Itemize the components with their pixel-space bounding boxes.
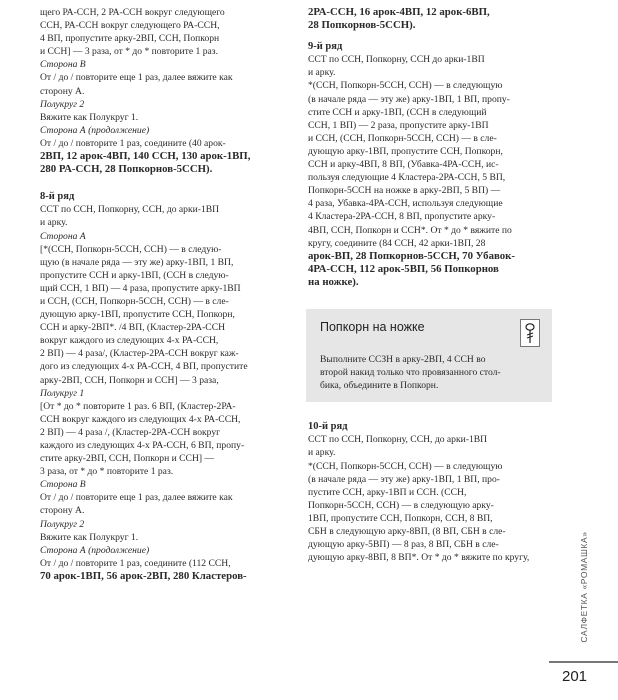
text-line: СБН в следующую арку-8ВП, (8 ВП, СБН в сле- — [308, 526, 506, 537]
summary-line: на ножке). — [308, 275, 359, 288]
text-line: 4ВП, ССН, Попкорн и ССН*. От * до * вяжите по — [308, 224, 512, 236]
text-line: Вяжите как Полукруг 1. — [40, 111, 139, 123]
text-line: дого из следующих 4-х РА-ССН, 4 ВП, пропустите — [40, 361, 248, 373]
row-heading: 8-й ряд — [40, 191, 75, 203]
text-line: дующую арку-8ВП, 8 ВП*. От * до * вяжите по кругу, — [308, 552, 530, 564]
text-line: дующую арку-5ВП) — 8 раз, 8 ВП, СБН в сле- — [308, 539, 499, 551]
text-line: От / до / повторите 1 раз, соедините (112 ССН, — [40, 557, 231, 569]
info-box-line: второй накид только что провязанного стол- — [320, 367, 501, 379]
summary-line: 4РА-ССН, 112 арок-5ВП, 56 Попкорнов — [308, 262, 499, 275]
text-line: кругу, соедините (84 ССН, 42 арки-1ВП, 28 — [308, 237, 486, 249]
subheading: Полукруг 1 — [40, 387, 85, 399]
text-line: ССН, РА-ССН вокруг следующего РА-ССН, — [40, 20, 220, 32]
text-line: 4 раза, Убавка-4РА-ССН, используя следующие — [308, 198, 503, 210]
text-line: щего РА-ССН, 2 РА-ССН вокруг следующего — [40, 7, 225, 18]
text-line: стите арку-2ВП, ССН, Попкорн и ССН] — — [40, 453, 215, 465]
text-line: (в начале ряда — эту же) арку-1ВП, 1 ВП, про- — [308, 473, 500, 485]
text-line: щую (в начале ряда — эту же) арку-1ВП, 1 ВП, — [40, 256, 234, 268]
summary-line: 28 Попкорнов-5ССН). — [308, 19, 416, 32]
text-line: 1ВП, пропустите ССН, Попкорн, ССН, 8 ВП, — [308, 512, 493, 524]
row-heading: 9-й ряд — [308, 41, 343, 53]
text-line: сторону А. — [40, 85, 85, 97]
text-line: дующую арку-1ВП, пропустите ССН, Попкорн, — [308, 145, 503, 157]
subheading: Сторона А — [40, 230, 86, 242]
text-line: От / до / повторите еще 1 раз, далее вяжите как — [40, 492, 233, 504]
text-line: [От * до * повторите 1 раз. 6 ВП, (Кластер-2РА- — [40, 400, 236, 412]
text-line: и ССН] — 3 раза, от * до * повторите 1 раз. — [40, 46, 218, 58]
text-line: ССН и арку-2ВП*. /4 ВП, (Кластер-2РА-ССН — [40, 322, 226, 334]
sidebar-running-title — [578, 520, 590, 654]
subheading: Полукруг 2 — [40, 518, 85, 530]
info-box-line: Выполните ССЗН в арку-2ВП, 4 ССН во — [320, 353, 486, 365]
text-line: стите ССН и арку-1ВП, (ССН в следующий — [308, 106, 487, 118]
summary-line: 2РА-ССН, 16 арок-4ВП, 12 арок-6ВП, — [308, 6, 490, 18]
text-line: пользуя следующие 4 Кластера-2РА-ССН, 5 ВП, — [308, 172, 506, 184]
text-line: 4 ВП, пропустите арку-2ВП, ССН, Попкорн — [40, 33, 220, 45]
summary-line: 280 РА-ССН, 28 Попкорнов-5ССН). — [40, 163, 213, 176]
info-box-line: бика, объедините в Попкорн. — [320, 380, 439, 392]
summary-line: арок-ВП, 28 Попкорнов-5ССН, 70 Убавок- — [308, 249, 515, 262]
right-column — [308, 6, 554, 564]
text-line: арку-2ВП, ССН, Попкорн и ССН] — 3 раза, — [40, 374, 219, 386]
row-heading: 10-й ряд — [308, 421, 348, 433]
text-line: и ССН, (ССН, Попкорн-5ССН, ССН) — в сле- — [308, 132, 497, 144]
left-column — [40, 6, 292, 583]
text-line: и арку. — [308, 447, 336, 459]
text-line: ССТ по ССН, Попкорну, ССН до арки-1ВП — [308, 54, 485, 66]
page-number: 201 — [562, 668, 588, 685]
stitch-symbol-icon — [520, 319, 540, 347]
text-line: и ССН, (ССН, Попкорн-5ССН, ССН) — в сле- — [40, 295, 229, 307]
text-line: ССН, 1 ВП) — 2 раза, пропустите арку-1ВП — [308, 119, 489, 131]
text-line: От / до / повторите 1 раз, соедините (40 арок- — [40, 137, 226, 149]
text-line: щий ССН, 1 ВП) — 4 раза, пропустите арку-1ВП — [40, 282, 241, 294]
text-line: пропустите ССН и арку-1ВП, (ССН в следую- — [40, 269, 229, 281]
text-line: 2 ВП) — 4 раза/, (Кластер-2РА-ССН вокруг каж- — [40, 348, 239, 360]
sidebar-text: САЛФЕТКА «РОМАШКА» — [579, 531, 589, 643]
summary-line: 70 арок-1ВП, 56 арок-2ВП, 280 Кластеров- — [40, 569, 247, 582]
text-line: каждого из следующих 4-х РА-ССН, 6 ВП, пропу- — [40, 440, 245, 451]
subheading: Сторона А (продолжение) — [40, 124, 150, 136]
text-line: (в начале ряда — эту же) арку-1ВП, 1 ВП, пропу- — [308, 93, 510, 105]
text-line: 3 раза, от * до * повторите 1 раз. — [40, 466, 174, 478]
text-line: вокруг каждого из следующих 4-х РА-ССН, — [40, 335, 219, 347]
text-line: сторону А. — [40, 505, 85, 517]
text-line: Вяжите как Полукруг 1. — [40, 531, 139, 543]
text-line: [*(ССН, Попкорн-5ССН, ССН) — в следую- — [40, 243, 222, 255]
footer-rule — [549, 661, 618, 663]
text-line: ССН вокруг каждого из следующих 4-х РА-ССН, — [40, 413, 241, 425]
text-line: Попкорн-5ССН на ножке в арку-2ВП, 5 ВП) — — [308, 185, 501, 197]
text-line: и арку. — [40, 217, 68, 229]
text-line: Попкорн-5ССН, ССН) — в следующую арку- — [308, 499, 494, 511]
text-line: *(ССН, Попкорн-5ССН, ССН) — в следующую — [308, 460, 503, 472]
text-line: От / до / повторите еще 1 раз, далее вяжите как — [40, 72, 233, 84]
subheading: Сторона А (продолжение) — [40, 544, 150, 556]
text-line: ССН и арку-4ВП, 8 ВП, (Убавка-4РА-ССН, ис- — [308, 159, 499, 171]
info-box — [306, 309, 552, 402]
text-line: и арку. — [308, 67, 336, 79]
text-line: ССТ по ССН, Попкорну, ССН, до арки-1ВП — [40, 204, 220, 216]
text-line: пустите ССН, арку-1ВП и ССН. (ССН, — [308, 486, 467, 498]
subheading: Сторона В — [40, 479, 86, 491]
subheading: Полукруг 2 — [40, 98, 85, 110]
text-line: *(ССН, Попкорн-5ССН, ССН) — в следующую — [308, 80, 503, 92]
text-line: 4 Кластера-2РА-ССН, 8 ВП, пропустите арку- — [308, 211, 496, 223]
text-line: дующую арку-1ВП, пропустите ССН, Попкорн, — [40, 309, 235, 321]
summary-line: 2ВП, 12 арок-4ВП, 140 ССН, 130 арок-1ВП, — [40, 150, 251, 163]
text-line: ССТ по ССН, Попкорну, ССН, до арки-1ВП — [308, 434, 488, 446]
subheading: Сторона В — [40, 59, 86, 71]
text-line: 2 ВП) — 4 раза /, (Кластер-2РА-ССН вокруг — [40, 426, 221, 438]
info-box-title: Попкорн на ножке — [320, 319, 425, 334]
